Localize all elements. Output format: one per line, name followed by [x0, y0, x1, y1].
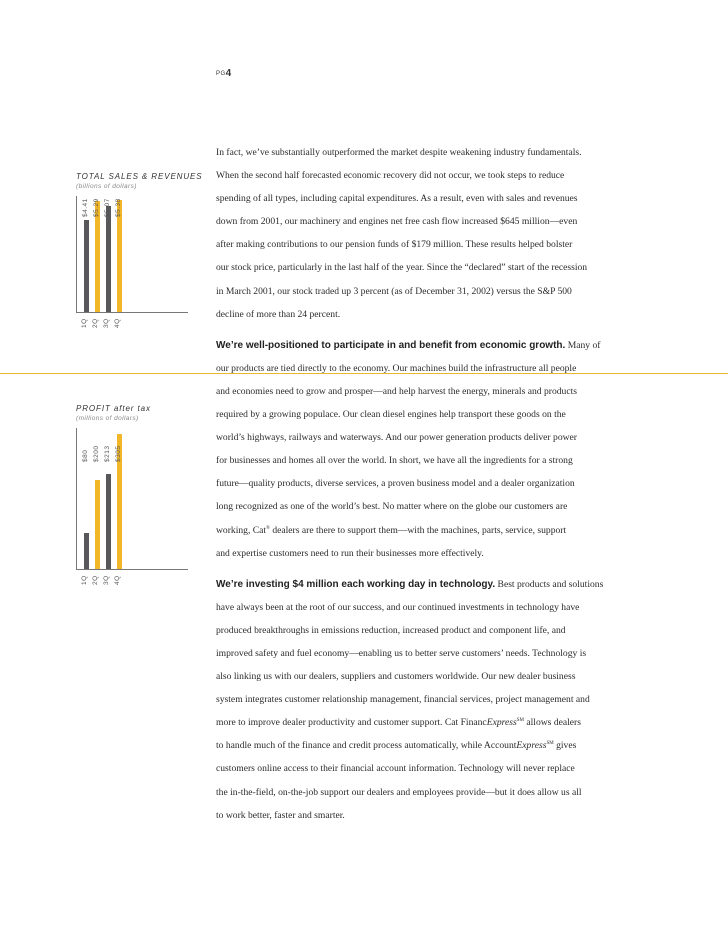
quarter-label-3q: 3Q: [103, 318, 110, 328]
profit-chart: [62, 404, 172, 585]
paragraph-technology: We’re investing $4 million each working day in technology. Best products and solutions have always been at the root of our success, and our continued investments in technology have produced breakthroughs in emissions reduction, increased product and component life, and improved safety and fuel economy—enabling us to better serve customers’ needs. Technology is also linking us with our dealers, suppliers and customers worldwide. Our new dealer business system integrates customer relationship management, financial services, project management and more to improve dealer productivity and customer support. Cat FinancExpress℠ allows dealers to handle much of the finance and credit process automatically, while AccountExpress℠ gives customers online access to their financial account information. Technology will never replace the in-the-field, on-the-job support our dealers and employees provide—but it does allow us all to work better, faster and smarter.: [216, 578, 604, 821]
chart-title: TOTAL SALES & REVENUES: [76, 172, 203, 181]
chart-title: PROFIT after tax: [76, 404, 151, 413]
quarter-label-1q: 1Q: [81, 318, 88, 328]
quarter-label-2q: 2Q: [92, 318, 99, 328]
quarter-label-3q: 3Q: [103, 575, 110, 585]
paragraph-market-performance: In fact, we’ve substantially outperformed the market despite weakening industry fundamentals. When the second half forecasted economic recovery did not occur, we took steps to reduce spending of all types, including capital expenditures. As a result, even with sales and revenues down from 2001, our machinery and engines net free cash flow increased $645 million—even after making contributions to our pension funds of $179 million. These results helped bolster our stock price, particularly in the last half of the year. Since the “declared” start of the recession in March 2001, our stock traded up 3 percent (as of December 31, 2002) versus the S&P 500 decline of more than 24 percent.: [216, 147, 588, 320]
page-number: [216, 63, 231, 81]
bar-1q: [84, 220, 89, 312]
paragraph-economic-growth: We’re well-positioned to participate in and benefit from economic growth. Many of our products are tied directly to the economy. Our machines build the infrastructure all people and economies need to grow and prosper—and help harvest the energy, minerals and products required by a growing populace. Our clean diesel engines help transport these goods on the world’s highways, railways and waterways. And our power generation products deliver power for businesses and homes all over the world. In short, we have all the ingredients for a strong future—quality products, diverse services, a proven business model and a dealer organization long recognized as one of the world’s best. No matter where on the globe our customers are working, Cat® dealers are there to support them—with the machines, parts, service, support and expertise customers need to run their businesses more effectively.: [216, 339, 601, 559]
lead-in-heading: We’re investing $4 million each working day in technology.: [216, 578, 496, 590]
lead-in-heading: We’re well-positioned to participate in and benefit from economic growth.: [216, 339, 566, 351]
quarter-label-1q: 1Q: [81, 575, 88, 585]
value-label-1q: $80: [82, 449, 89, 462]
chart-subtitle: (billions of dollars): [76, 183, 137, 190]
page-number-value: 4: [225, 68, 232, 79]
quarter-label-4q: 4Q: [114, 575, 121, 585]
sales-revenue-chart: [62, 172, 203, 342]
bar-1q: [84, 533, 89, 569]
value-label-3q: $5.07: [104, 198, 111, 217]
quarter-label-4q: 4Q: [114, 318, 121, 328]
quarter-label-2q: 2Q: [92, 575, 99, 585]
value-label-4q: $5.38: [115, 198, 122, 217]
chart-plot-area: [76, 428, 188, 570]
body-text: [216, 141, 616, 827]
value-label-3q: $213: [104, 445, 111, 462]
value-label-4q: $305: [115, 445, 122, 462]
value-label-2q: $5.29: [93, 198, 100, 217]
chart-plot-area: [76, 196, 188, 313]
value-label-2q: $200: [93, 445, 100, 462]
chart-subtitle: (millions of dollars): [76, 415, 139, 422]
value-label-1q: $4.41: [82, 198, 89, 217]
page-prefix: PG: [216, 71, 226, 77]
bar-2q: [95, 480, 100, 569]
bar-3q: [106, 206, 111, 312]
bar-3q: [106, 474, 111, 569]
bar-2q: [95, 201, 100, 312]
